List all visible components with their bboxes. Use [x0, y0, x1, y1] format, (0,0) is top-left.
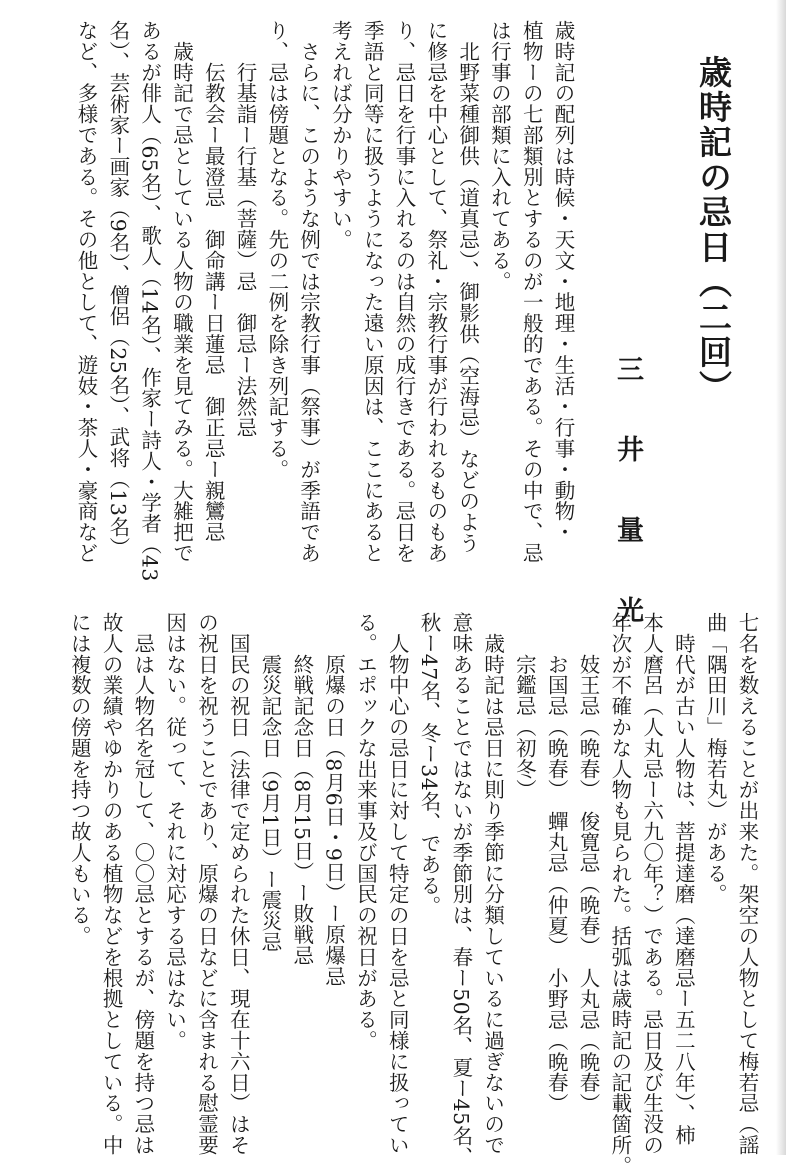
text-line: り、忌は傍題となる。先の二例を除き列記する。	[264, 20, 289, 480]
text-line: 伝教会ー最澄忌 御命講ー日蓮忌 御正忌ー親鸞忌	[201, 20, 226, 543]
text-line: 秋ー47名、冬ー34名、である。	[417, 612, 442, 917]
bottom-body-text	[62, 612, 762, 1176]
text-line: 植物ーの七部類別とするのが一般的である。その中で、忌	[519, 20, 544, 564]
text-line: 時代が古い人物は、菩提達磨（達磨忌ー五二八年）、柿	[671, 612, 696, 1146]
page-edge-shadow	[776, 0, 786, 1155]
text-line: 曲「隅田川」梅若丸）がある。	[703, 612, 728, 905]
text-line: 忌は人物名を冠して、〇〇忌とするが、傍題を持つ忌は	[130, 612, 155, 1156]
text-line: 人物中心の忌日に対して特定の日を忌と同様に扱ってい	[385, 612, 410, 1156]
text-line: 歳時記で忌としている人物の職業を見てみる。大雑把で	[169, 20, 194, 564]
text-line: 因はない。従って、それに対応する忌はない。	[162, 612, 187, 1051]
text-line: 妓王忌（晩春） 俊寛忌（晩春） 人丸忌（晩春）	[576, 612, 601, 1114]
text-line: り、忌日を行事に入れるのは自然の成行きである。忌日を	[392, 20, 417, 564]
text-line: 行基詣ー行基（菩薩）忌 御忌ー法然忌	[233, 20, 258, 438]
text-line: 国民の祝日（法律で定められた休日、現在十六日）はそ	[226, 612, 251, 1156]
text-line: など、多様である。その他として、遊妓・茶人・豪商など	[74, 20, 99, 564]
text-line: 本人麿呂（人丸忌ー六九〇年？）である。忌日及び生没の	[639, 612, 664, 1156]
text-line: 終戦記念日（8月15日）ー敗戦忌	[289, 612, 314, 966]
text-line: 意味あることではないが季節別は、春ー50名、夏ー45名、	[448, 612, 473, 1168]
text-line: 北野菜種御供（道真忌）、御影供（空海忌）などのよう	[455, 20, 480, 554]
text-line: 震災記念日（9月1日）ー震災忌	[258, 612, 283, 953]
text-line: る。エポックな出来事及び国民の祝日がある。	[353, 612, 378, 1051]
text-line: には複数の傍題を持つ故人もいる。	[67, 612, 92, 947]
text-line: 原爆の日（8月6日・9日）ー原爆忌	[321, 612, 346, 987]
author-name: 三 井 量 光	[612, 355, 643, 646]
text-line: 歳時記は忌日に則り季節に分類しているに過ぎないので	[480, 612, 505, 1156]
text-line: 年次が不確かな人物も見られた。括弧は歳時記の記載箇所。	[607, 612, 632, 1176]
text-line: 歳時記の配列は時候・天文・地理・生活・行事・動物・	[551, 20, 575, 543]
top-body-text	[69, 20, 578, 582]
text-line: 故人の業績やゆかりのある植物などを根拠としている。中	[99, 612, 124, 1156]
text-line: の祝日を祝うことであり、原爆の日などに含まれる慰霊要	[194, 612, 219, 1156]
text-line: 名）、芸術家ー画家（9名）、僧侶（25名）、武将（13名）	[105, 20, 130, 559]
text-line: あるが俳人（65名）、歌人（14名）、作家ー詩人・学者（43	[137, 20, 162, 582]
text-line: 考えれば分かりやすい。	[328, 20, 353, 250]
text-line: 宗鑑忌（初冬）	[512, 612, 537, 801]
article-title: 歳時記の忌日（二回）	[694, 55, 733, 405]
text-line: さらに、このような例では宗教行事（祭事）が季語であ	[296, 20, 321, 564]
text-line: お国忌（晩春） 蟬丸忌（仲夏） 小野忌（晩春）	[544, 612, 569, 1114]
text-line: 七名を数えることが出来た。架空の人物として梅若忌（謡	[735, 612, 759, 1156]
text-line: に修忌を中心として、祭礼・宗教行事が行われるものもあ	[423, 20, 448, 564]
text-line: 季語と同等に扱うようになった遠い原因は、ここにあると	[360, 20, 385, 564]
text-line: は行事の部類に入れてある。	[487, 20, 512, 292]
